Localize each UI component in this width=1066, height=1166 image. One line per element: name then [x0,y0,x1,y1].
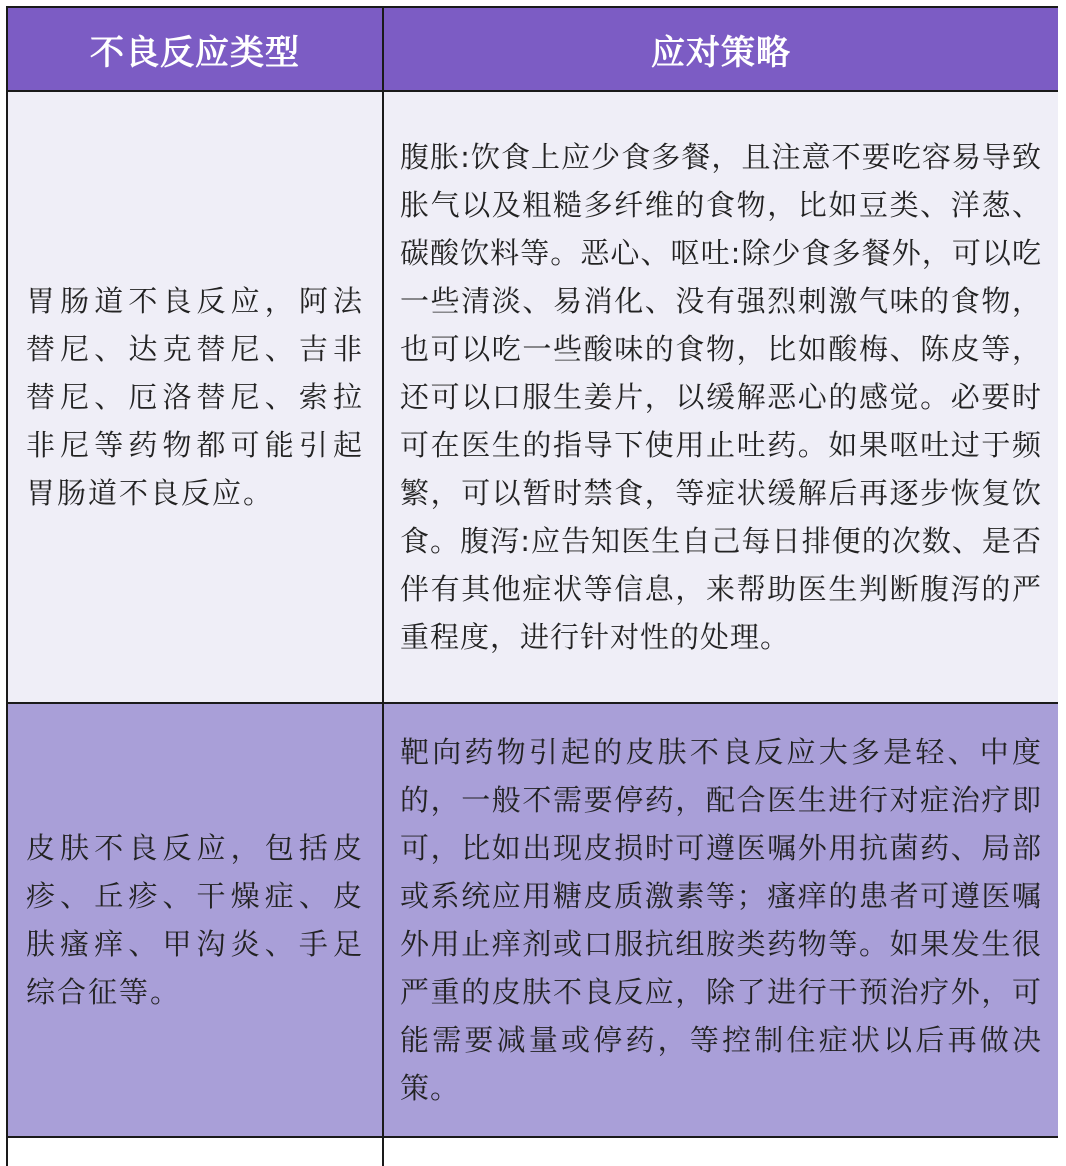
header-strategy: 应对策略 [383,7,1058,91]
cell-partial-left [7,1137,383,1166]
table-row [7,91,1058,703]
cell-reaction-type-gi: 胃肠道不良反应，阿法替尼、达克替尼、吉非替尼、厄洛替尼、索拉非尼等药物都可能引起胃肠道不良反应。 [7,91,383,703]
table-header-row [7,7,1058,91]
cell-partial-right [383,1137,1058,1166]
cell-strategy-skin: 靶向药物引起的皮肤不良反应大多是轻、中度的，一般不需要停药，配合医生进行对症治疗即可，比如出现皮损时可遵医嘱外用抗菌药、局部或系统应用糖皮质激素等；瘙痒的患者可遵医嘱外用止痒剂或口服抗组胺类药物等。如果发生很严重的皮肤不良反应，除了进行干预治疗外，可能需要减量或停药，等控制住症状以后再做决策。 [383,703,1058,1137]
table-row-partial [7,1137,1058,1166]
cell-strategy-gi: 腹胀:饮食上应少食多餐，且注意不要吃容易导致胀气以及粗糙多纤维的食物，比如豆类、洋葱、碳酸饮料等。恶心、呕吐:除少食多餐外，可以吃一些清淡、易消化、没有强烈刺激气味的食物，也可以吃一些酸味的食物，比如酸梅、陈皮等，还可以口服生姜片，以缓解恶心的感觉。必要时可在医生的指导下使用止吐药。如果呕吐过于频繁，可以暂时禁食，等症状缓解后再逐步恢复饮食。腹泻:应告知医生自己每日排便的次数、是否伴有其他症状等信息，来帮助医生判断腹泻的严重程度，进行针对性的处理。 [383,91,1058,703]
table-row [7,703,1058,1137]
adverse-reaction-table-container [6,6,1058,1166]
header-reaction-type: 不良反应类型 [7,7,383,91]
cell-reaction-type-skin: 皮肤不良反应，包括皮疹、丘疹、干燥症、皮肤瘙痒、甲沟炎、手足综合征等。 [7,703,383,1137]
adverse-reaction-table [6,6,1058,1166]
